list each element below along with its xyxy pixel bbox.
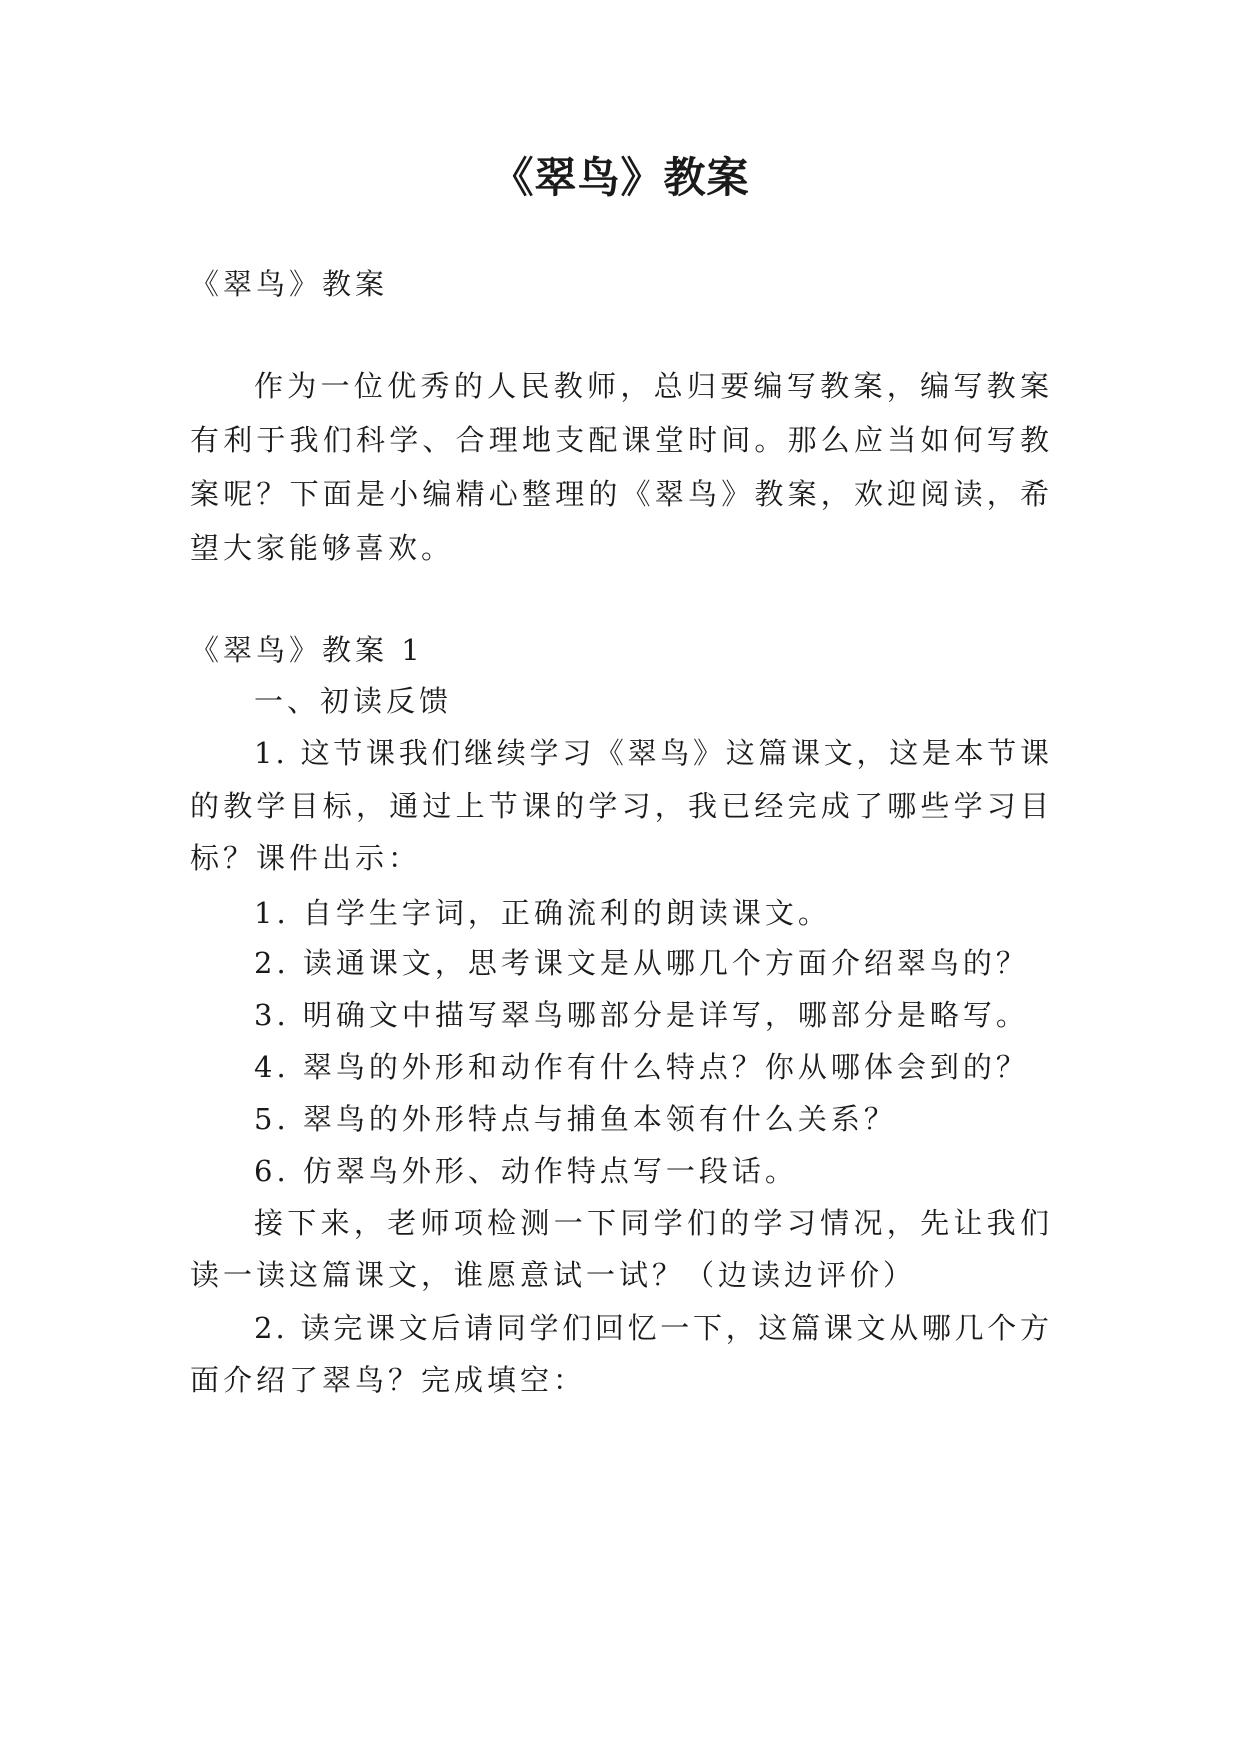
intro-line-2: 有利于我们科学、合理地支配课堂时间。那么应当如何写教 [190, 423, 1052, 457]
document-title: 《翠鸟》教案 [491, 153, 750, 202]
para1-line-1: 1. 这节课我们继续学习《翠鸟》这篇课文，这是本节课 [254, 736, 1052, 770]
para2-line-2: 读一读这篇课文，谁愿意试一试？（边读边评价） [190, 1258, 917, 1292]
para3-line-2: 面介绍了翠鸟？完成填空： [190, 1363, 587, 1397]
goal-item-1: 1. 自学生字词，正确流利的朗读课文。 [254, 896, 831, 930]
para1-line-3: 标？课件出示： [190, 841, 422, 875]
intro-line-3: 案呢？下面是小编精心整理的《翠鸟》教案，欢迎阅读，希 [190, 477, 1052, 511]
para3-line-1: 2. 读完课文后请同学们回忆一下，这篇课文从哪几个方 [254, 1311, 1052, 1345]
document-subtitle: 《翠鸟》教案 [190, 267, 389, 301]
goal-item-4: 4. 翠鸟的外形和动作有什么特点？你从哪体会到的？ [254, 1050, 1029, 1084]
goal-item-2: 2. 读通课文，思考课文是从哪几个方面介绍翠鸟的？ [254, 946, 1029, 980]
section-heading: 《翠鸟》教案 1 [190, 633, 424, 667]
intro-line-4: 望大家能够喜欢。 [190, 531, 455, 565]
part-heading: 一、初读反馈 [254, 684, 453, 718]
goal-item-5: 5. 翠鸟的外形特点与捕鱼本领有什么关系？ [254, 1102, 897, 1136]
goal-item-3: 3. 明确文中描写翠鸟哪部分是详写，哪部分是略写。 [254, 998, 1029, 1032]
para2-line-1: 接下来，老师项检测一下同学们的学习情况，先让我们 [254, 1206, 1052, 1240]
para1-line-2: 的教学目标，通过上节课的学习，我已经完成了哪些学习目 [190, 789, 1052, 823]
goal-item-6: 6. 仿翠鸟外形、动作特点写一段话。 [254, 1154, 798, 1188]
intro-line-1: 作为一位优秀的人民教师，总归要编写教案，编写教案 [254, 369, 1052, 403]
